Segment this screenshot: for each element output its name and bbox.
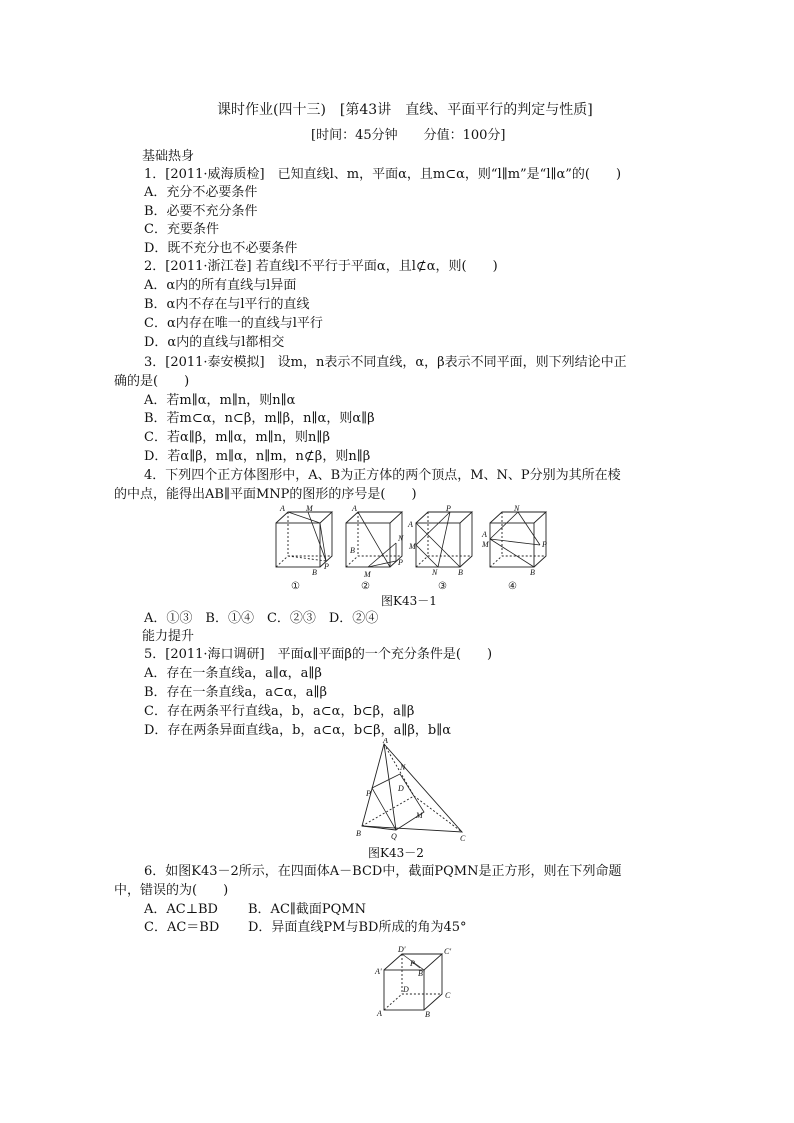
question-4-options: A．①③ B．①④ C．②③ D．②④: [144, 611, 379, 626]
cube2-label-m: M: [364, 570, 371, 579]
tetra-label-a: A: [383, 738, 388, 745]
question-3-stem-line2: 确的是( ): [114, 374, 190, 389]
question-3-option-d: D．若α∥β，m∥α，n∥m，n⊄β，则n∥β: [144, 449, 371, 464]
question-6-option-b: B．AC∥截面PQMN: [248, 902, 366, 917]
cube-number-3: ③: [438, 581, 447, 592]
cube3-label-a: A: [408, 520, 413, 529]
question-2-option-a: A．α内的所有直线与l异面: [144, 278, 297, 293]
question-1-option-b: B．必要不充分条件: [144, 204, 258, 219]
cube1-label-a: A: [280, 504, 285, 513]
cube3-label-p: P: [446, 504, 451, 513]
cube-bottom-label-a: A: [377, 1009, 382, 1018]
question-3-option-a: A．若m∥α，m∥n，则n∥α: [144, 393, 296, 408]
tetra-label-p: P: [366, 789, 371, 798]
cube-bottom-label-d1: D': [398, 945, 406, 954]
cube4-label-a: A: [482, 530, 487, 539]
question-1-option-a: A．充分不必要条件: [144, 185, 258, 200]
cube-number-1: ①: [291, 581, 300, 592]
cube-number-4: ④: [508, 581, 517, 592]
question-4-stem-line1: 4．下列四个正方体图形中，A、B为正方体的两个顶点，M、N、P分别为其所在棱: [144, 468, 621, 483]
cube2-label-p: P: [398, 558, 403, 567]
cube-bottom-label-c: C: [445, 991, 451, 1000]
cube-bottom-label-b1: B': [418, 969, 425, 978]
cube-figure-1: [276, 512, 332, 567]
page-title: 课时作业(四十三) [第43讲 直线、平面平行的判定与性质]: [217, 102, 593, 118]
tetra-label-n: N: [400, 763, 406, 772]
question-5-option-d: D．存在两条异面直线a，b，a⊂α，b⊂β，a∥β，b∥α: [144, 723, 452, 738]
cube4-label-p: P: [542, 540, 547, 549]
cube4-label-b: B: [530, 568, 535, 577]
tetra-label-m: M: [416, 811, 423, 820]
question-6-option-a: A．AC⊥BD: [144, 902, 218, 917]
cube-bottom-label-b: B: [425, 1010, 430, 1018]
cube-figure-2: [346, 512, 402, 567]
question-6-option-d: D．异面直线PM与BD所成的角为45°: [248, 920, 467, 935]
figure-k43-2: [350, 738, 475, 842]
question-4-stem-line2: 的中点，能得出AB∥平面MNP的图形的序号是( ): [114, 487, 417, 502]
figure-k43-1-caption: 图K43－1: [381, 594, 437, 608]
section-advanced: 能力提升: [142, 629, 195, 644]
question-2-stem: 2．[2011·浙江卷] 若直线l不平行于平面α，且l⊄α，则( ): [144, 259, 498, 274]
cube1-label-m: M: [306, 504, 313, 513]
cube-bottom-label-d: D: [403, 985, 409, 994]
cube-number-2: ②: [361, 581, 370, 592]
question-1-stem: 1．[2011·威海质检] 已知直线l、m，平面α，且m⊂α，则“l∥m”是“l∥α”的( ): [144, 167, 622, 182]
figure-cube-bottom: [374, 944, 464, 1018]
cube-bottom-label-p: P: [410, 959, 415, 968]
cube4-label-m: M: [482, 540, 489, 549]
question-2-option-d: D．α内的直线与l都相交: [144, 335, 285, 350]
question-2-option-b: B．α内不存在与l平行的直线: [144, 297, 310, 312]
cube1-label-b: B: [312, 568, 317, 577]
tetra-label-d: D: [398, 784, 404, 793]
question-1-option-c: C．充要条件: [144, 222, 219, 237]
cube1-label-p: P: [324, 562, 329, 571]
question-5-option-a: A．存在一条直线a，a∥α，a∥β: [144, 666, 322, 681]
question-3-stem-line1: 3．[2011·泰安模拟] 设m，n表示不同直线，α，β表示不同平面，则下列结论中正: [144, 355, 627, 370]
question-2-option-c: C．α内存在唯一的直线与l平行: [144, 316, 323, 331]
figure-k43-2-caption: 图K43－2: [368, 846, 424, 860]
tetra-label-q: Q: [391, 832, 397, 841]
cube3-label-n: N: [432, 568, 438, 577]
cube3-label-b: B: [458, 568, 463, 577]
question-5-option-b: B．存在一条直线a，a⊂α，a∥β: [144, 685, 327, 700]
question-5-stem: 5．[2011·海口调研] 平面α∥平面β的一个充分条件是( ): [144, 647, 493, 662]
cube2-label-a: A: [352, 504, 357, 513]
question-6-stem-line2: 中，错误的为( ): [114, 883, 229, 898]
question-6-option-c: C．AC＝BD: [144, 920, 220, 935]
cube2-label-n: N: [398, 534, 404, 543]
page-subtitle: [时间：45分钟 分值：100分]: [311, 128, 506, 143]
cube-bottom-label-c1: C': [444, 947, 452, 956]
question-3-option-c: C．若α∥β，m∥α，m∥n，则n∥β: [144, 430, 330, 445]
section-basic: 基础热身: [142, 149, 195, 164]
question-6-stem-line1: 6．如图K43－2所示，在四面体A－BCD中，截面PQMN是正方形，则在下列命题: [144, 864, 622, 879]
figure-k43-1: [268, 503, 558, 593]
cube3-label-m: M: [409, 542, 416, 551]
cube4-label-n: N: [514, 504, 520, 513]
tetra-label-c: C: [460, 834, 466, 842]
cube-bottom-label-a1: A': [375, 967, 382, 976]
question-3-option-b: B．若m⊂α，n⊂β，m∥β，n∥α，则α∥β: [144, 411, 375, 426]
question-1-option-d: D．既不充分也不必要条件: [144, 241, 298, 256]
cube-figure-3: [416, 512, 472, 567]
cube-figure-4: [490, 512, 546, 567]
tetra-label-b: B: [356, 829, 361, 838]
cube2-label-b: B: [350, 546, 355, 555]
question-5-option-c: C．存在两条平行直线a，b，a⊂α，b⊂β，a∥β: [144, 704, 415, 719]
